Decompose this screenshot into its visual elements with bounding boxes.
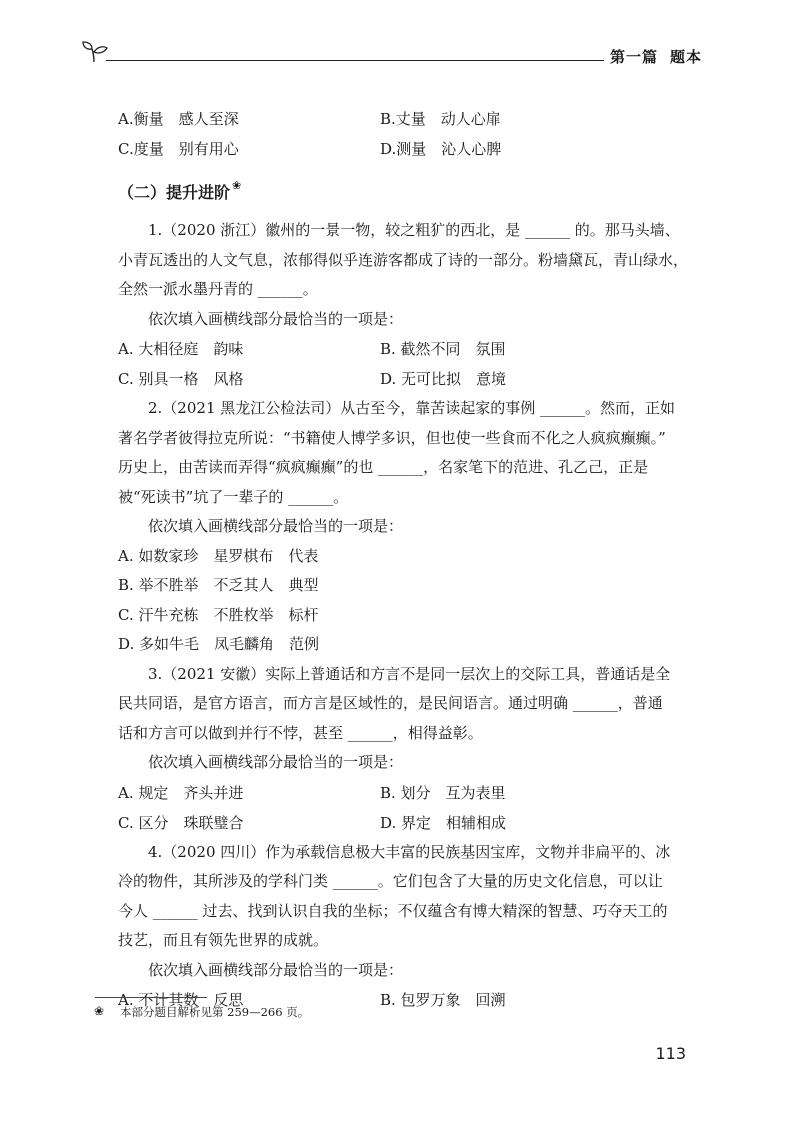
header-part: 第一篇: [609, 48, 658, 66]
page-body: [118, 104, 689, 1015]
question-1: [118, 216, 689, 394]
question-stem: [118, 394, 678, 512]
question-instruction: 依次填入画横线部分最恰当的一项是：: [148, 309, 404, 328]
option-c: C. 别具一格 风格: [118, 370, 244, 388]
page-number: 113: [655, 1044, 686, 1063]
stem-line: 全然一派水墨丹青的 ______。: [118, 280, 318, 298]
option-text: 衡量 感人至深: [133, 110, 239, 128]
option-c: C. 区分 珠联璧合: [118, 813, 244, 832]
stem-line: 技艺，而且有领先世界的成就。: [118, 931, 329, 949]
question-stem: [118, 838, 678, 956]
stem-line: 今人 ______ 过去、找到认识自我的坐标；不仅蕴含有博大精深的智慧、巧夺天工的: [118, 901, 668, 920]
question-stem: [118, 660, 678, 749]
footnote: [94, 1004, 310, 1020]
option-letter: C.: [118, 140, 134, 158]
stem-line: 历史上，由苦读而弄得“疯疯癫癫”的也 ______，名家笔下的范进、孔乙己，正是: [118, 458, 649, 476]
question-4: [118, 838, 678, 1016]
footnote-rule: [95, 997, 207, 998]
option-letter: D.: [380, 140, 397, 158]
header-name: 题本: [669, 48, 702, 66]
stem-line: 3.（2021 安徽）实际上普通话和方言不是同一层次上的交际工具，普通话是全: [148, 664, 671, 683]
options-grid: [118, 334, 678, 394]
option-b: B. 包罗万象 回溯: [380, 991, 506, 1009]
option-a: A. 不计其数 反思: [118, 991, 244, 1009]
stem-line: 1.（2020 浙江）徽州的一景一物，较之粗犷的西北，是 ______ 的。那马头墙、: [148, 221, 680, 239]
stem-line: 著名学者彼得拉克所说：“书籍使人博学多识，但也使一些食而不化之人疯疯癫癫。”: [118, 428, 666, 447]
stem-line: 小青瓦透出的人文气息，浓郁得似乎连游客都成了诗的一部分。粉墙黛瓦，青山绿水，: [118, 250, 689, 269]
option-d: D. 无可比拟 意境: [380, 370, 507, 388]
question-3: [118, 660, 678, 838]
flower-icon: ❀: [94, 1004, 105, 1018]
option-letter: B.: [380, 110, 396, 128]
header-title: [598, 46, 702, 67]
section-title: （二）提升进阶: [118, 183, 231, 202]
option-text: 度量 别有用心: [133, 140, 239, 158]
option-letter: A.: [118, 110, 134, 128]
option-a: A. 规定 齐头并进: [118, 783, 244, 802]
stem-line: 民共同语，是官方语言，而方言是区域性的，是民间语言。通过明确 ______，普通: [118, 694, 663, 712]
stem-line: 4.（2020 四川）作为承载信息极大丰富的民族基因宝库，文物并非扁平的、冰: [148, 842, 671, 861]
option-d: [380, 134, 678, 164]
option-b: B. 举不胜举 不乏其人 典型: [118, 576, 319, 594]
stem-line: 被“死读书”坑了一辈子的 ______。: [118, 487, 349, 506]
option-text: 丈量 动人心扉: [395, 110, 501, 128]
question-instruction: 依次填入画横线部分最恰当的一项是：: [148, 517, 404, 535]
question-instruction: 依次填入画横线部分最恰当的一项是：: [148, 960, 404, 979]
sprout-icon: [82, 40, 108, 64]
option-a: A. 如数家珍 星罗棋布 代表: [118, 546, 319, 565]
option-text: 测量 沁人心脾: [396, 140, 502, 158]
top-options: [118, 104, 678, 164]
option-b: B. 截然不同 氛围: [380, 340, 506, 358]
option-a: [118, 104, 380, 134]
running-header: [82, 40, 702, 70]
stem-line: 话和方言可以做到并行不悖，甚至 ______，相得益彰。: [118, 723, 483, 742]
stem-line: 2.（2021 黑龙江公检法司）从古至今，靠苦读起家的事例 ______。然而，正如: [148, 399, 676, 417]
header-rule: [106, 60, 604, 61]
option-d: D. 多如牛毛 凤毛麟角 范例: [118, 635, 320, 653]
option-c: C. 汗牛充栋 不胜枚举 标杆: [118, 605, 319, 624]
option-b: B. 划分 互为表里: [380, 783, 506, 802]
option-c: [118, 134, 380, 164]
question-stem: [118, 216, 689, 305]
section-heading: [118, 176, 678, 210]
option-b: [380, 104, 678, 134]
stem-line: 冷的物件，其所涉及的学科门类 ______。它们包含了大量的历史文化信息，可以让: [118, 872, 663, 890]
flower-icon: ❀: [232, 179, 242, 192]
question-instruction: 依次填入画横线部分最恰当的一项是：: [148, 753, 404, 771]
option-a: A. 大相径庭 韵味: [118, 340, 244, 358]
footnote-text: 本部分题目解析见第 259—266 页。: [120, 1005, 310, 1019]
options-grid: [118, 778, 678, 838]
question-2: [118, 394, 678, 660]
option-d: D. 界定 相辅相成: [380, 813, 507, 832]
